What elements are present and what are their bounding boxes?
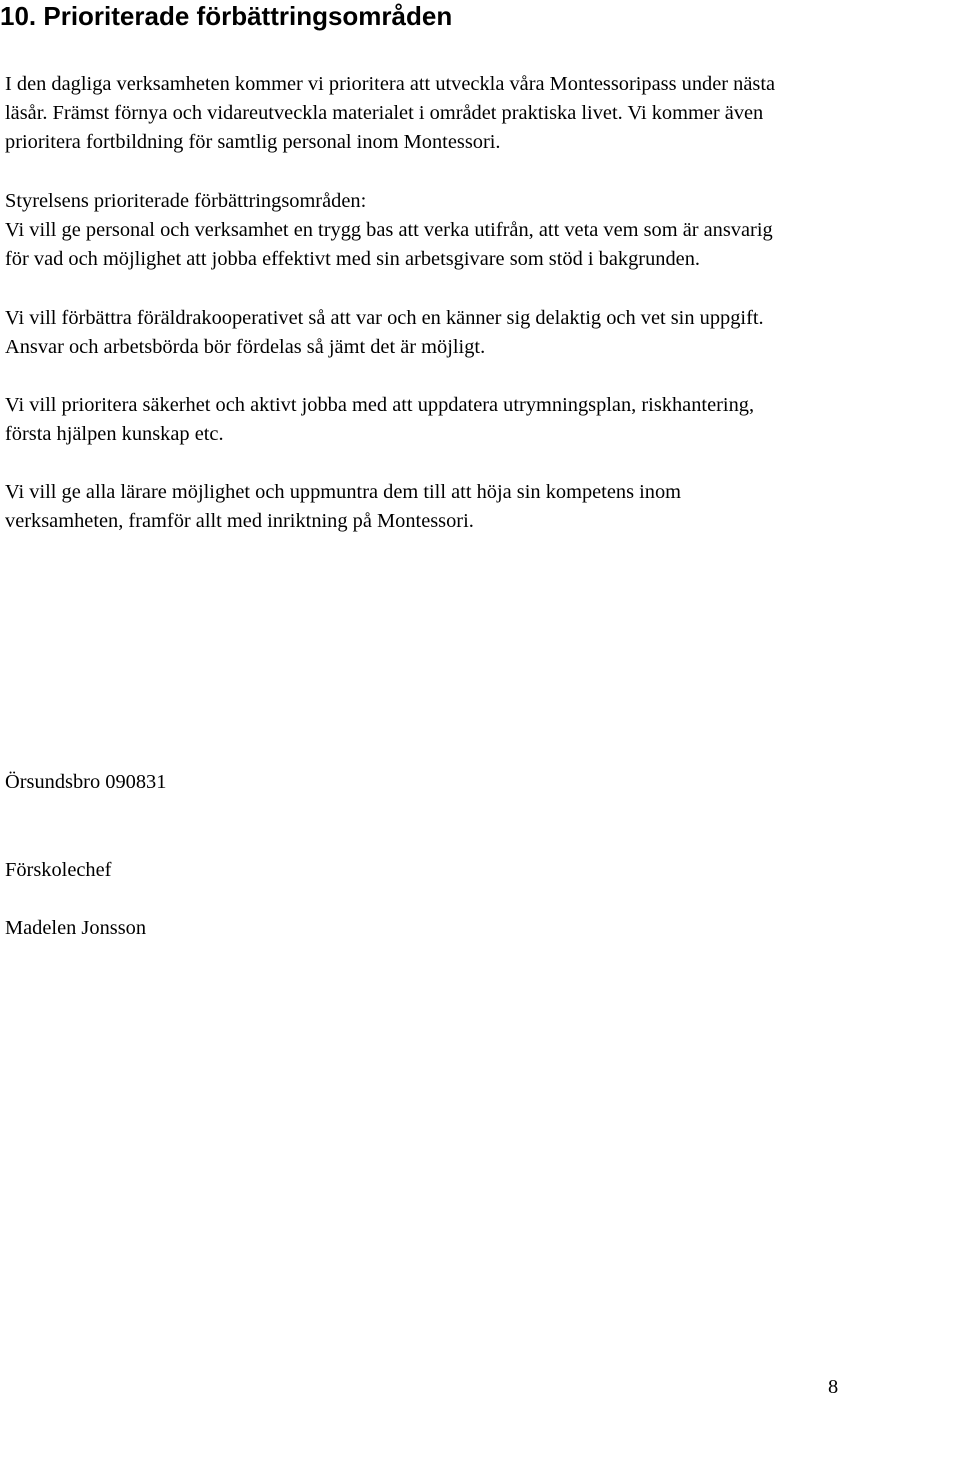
intro-line-1: I den dagliga verksamheten kommer vi prioritera att utveckla våra Montessoripass under nästa (5, 73, 776, 95)
safety-line-1: Vi vill prioritera säkerhet och aktivt jobba med att uppdatera utrymningsplan, riskhantering, (5, 394, 755, 416)
signatory-title: Förskolechef (5, 859, 112, 881)
page-number: 8 (828, 1376, 839, 1398)
place-and-date: Örsundsbro 090831 (5, 771, 167, 793)
board-priorities-line-2: för vad och möjlighet att jobba effektivt med sin arbetsgivare som stöd i bakgrunden. (5, 248, 701, 270)
signatory-name: Madelen Jonsson (5, 917, 147, 939)
cooperative-line-2: Ansvar och arbetsbörda bör fördelas så jämt det är möjligt. (5, 336, 486, 358)
cooperative-paragraph (5, 304, 764, 362)
board-priorities-heading: Styrelsens prioriterade förbättringsområden: (5, 190, 367, 212)
competence-line-2: verksamheten, framför allt med inriktning på Montessori. (5, 510, 474, 532)
board-priorities-paragraph (5, 187, 773, 274)
safety-line-2: första hjälpen kunskap etc. (5, 423, 224, 445)
intro-line-2: läsår. Främst förnya och vidareutveckla materialet i området praktiska livet. Vi kommer även (5, 102, 764, 124)
competence-paragraph (5, 478, 681, 536)
intro-paragraph (5, 70, 775, 157)
intro-line-3: prioritera fortbildning för samtlig personal inom Montessori. (5, 131, 501, 153)
safety-paragraph (5, 391, 754, 449)
board-priorities-line-1: Vi vill ge personal och verksamhet en trygg bas att verka utifrån, att veta vem som är ansvarig (5, 219, 773, 241)
section-heading: 10. Prioriterade förbättringsområden (0, 1, 453, 31)
cooperative-line-1: Vi vill förbättra föräldrakooperativet så att var och en känner sig delaktig och vet sin uppgift. (5, 307, 764, 329)
competence-line-1: Vi vill ge alla lärare möjlighet och uppmuntra dem till att höja sin kompetens inom (5, 481, 682, 503)
